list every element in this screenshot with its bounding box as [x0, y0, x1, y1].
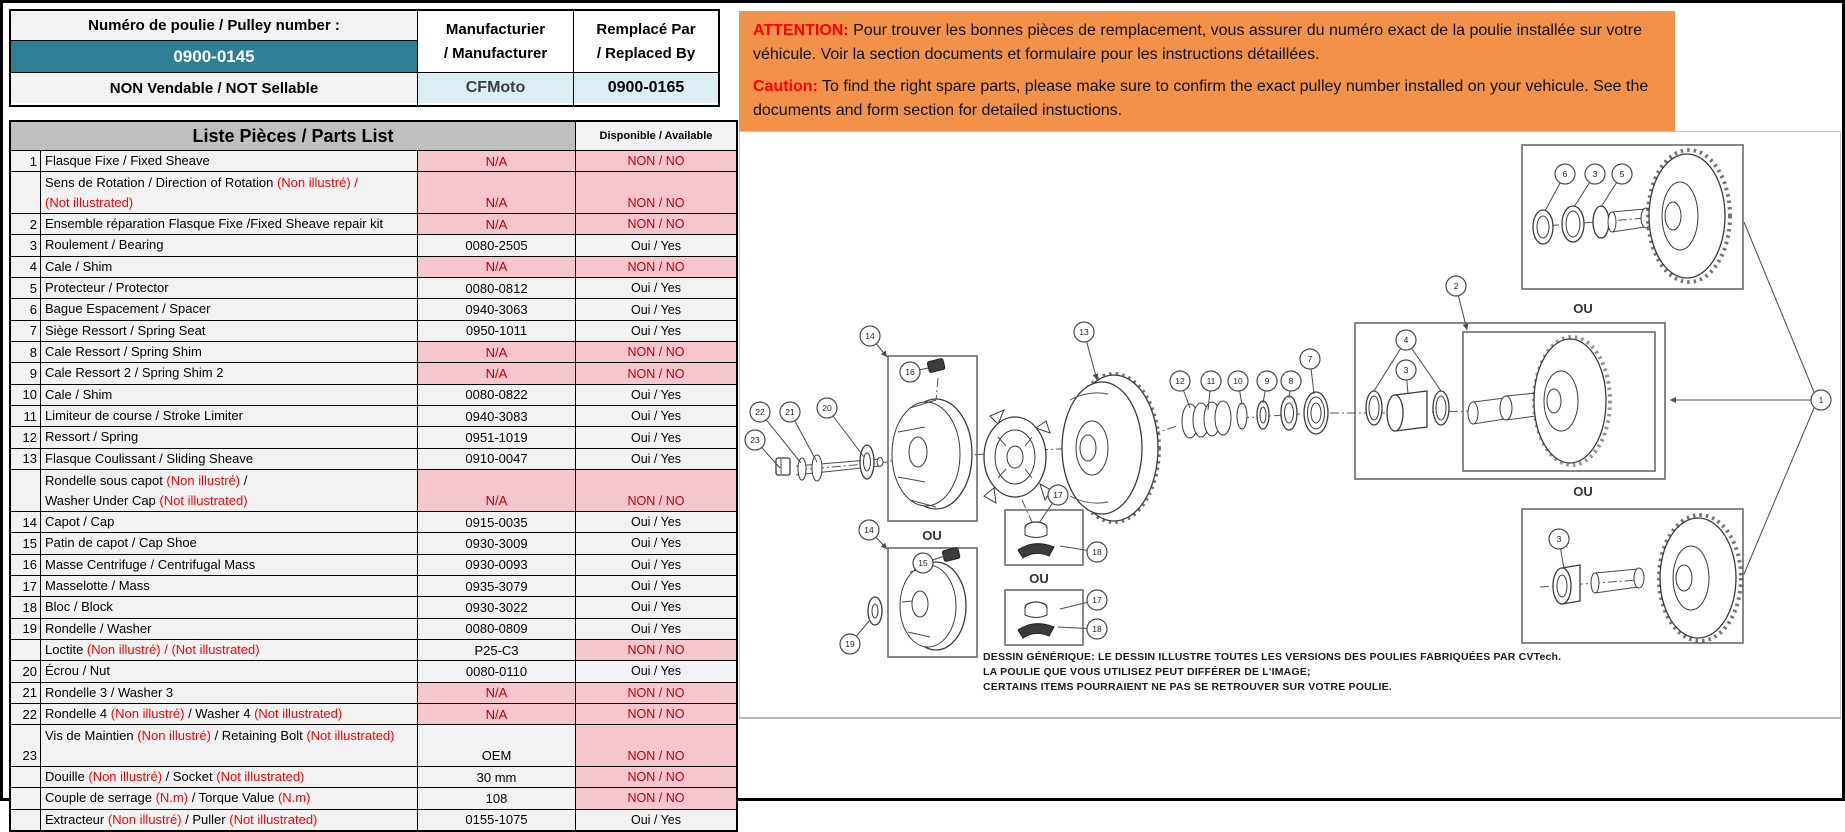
part-number-cell: N/A — [418, 257, 576, 277]
svg-text:20: 20 — [822, 403, 832, 413]
svg-text:11: 11 — [1206, 376, 1216, 386]
parts-table-row — [11, 342, 736, 363]
parts-table-row — [11, 470, 736, 512]
parts-table-row — [11, 299, 736, 320]
part-number-cell: 30 mm — [418, 767, 576, 787]
attention-label-fr: ATTENTION: — [753, 22, 849, 39]
part-name-cell: Ensemble réparation Flasque Fixe /Fixed Sheave repair kit — [41, 214, 418, 234]
generic-drawing-note — [983, 650, 1643, 695]
fixed-sheave-variant-bottom — [1522, 509, 1743, 643]
part-name-cell: Cale / Shim — [41, 257, 418, 277]
availability-cell: Oui / Yes — [576, 449, 736, 469]
manufacturer-value: CFMoto — [418, 73, 573, 103]
callout-2 — [1446, 276, 1467, 330]
availability-cell: Oui / Yes — [576, 385, 736, 405]
row-number-cell: 21 — [11, 683, 41, 703]
availability-cell: NON / NO — [576, 257, 736, 277]
callout-13 — [1074, 322, 1097, 380]
parts-table-row — [11, 214, 736, 235]
attention-paragraph-en — [753, 75, 1661, 123]
svg-text:2: 2 — [1453, 281, 1459, 291]
part-name-cell: Bague Espacement / Spacer — [41, 299, 418, 319]
svg-text:6: 6 — [1562, 169, 1568, 179]
part-number-cell: 0940-3083 — [418, 406, 576, 426]
availability-cell: Oui / Yes — [576, 321, 736, 341]
sellable-status: NON Vendable / NOT Sellable — [11, 73, 417, 103]
parts-table-row — [11, 257, 736, 278]
part-name-cell: Patin de capot / Cap Shoe — [41, 533, 418, 553]
row-number-cell: 12 — [11, 427, 41, 447]
part-number-cell: P25-C3 — [418, 640, 576, 660]
pulley-number-column — [11, 11, 418, 105]
part-name-cell: Douille (Non illustré) / Socket (Not illustrated) — [41, 767, 418, 787]
svg-text:13: 13 — [1079, 327, 1089, 337]
part-name-cell: Masselotte / Mass — [41, 576, 418, 596]
parts-table-row — [11, 704, 736, 725]
svg-text:7: 7 — [1307, 354, 1313, 364]
availability-cell: NON / NO — [576, 363, 736, 383]
part-number-cell: N/A — [418, 470, 576, 511]
availability-cell: NON / NO — [576, 704, 736, 724]
part-number-cell: 0155-1075 — [418, 810, 576, 830]
row-number-cell: 18 — [11, 597, 41, 617]
callout-6 — [1545, 164, 1575, 211]
part-number-cell: 0080-0812 — [418, 278, 576, 298]
availability-cell: Oui / Yes — [576, 512, 736, 532]
replaced-by-value: 0900-0165 — [574, 73, 718, 103]
svg-text:3: 3 — [1403, 365, 1409, 375]
availability-cell: Oui / Yes — [576, 597, 736, 617]
note-line: CERTAINS ITEMS POURRAIENT NE PAS SE RETROUVER SUR VOTRE POULIE. — [983, 681, 1392, 693]
row-number-cell: 20 — [11, 661, 41, 681]
attention-paragraph-fr — [753, 19, 1661, 67]
part-number-cell: N/A — [418, 704, 576, 724]
row-number-cell — [11, 810, 41, 830]
part-number-cell: N/A — [418, 214, 576, 234]
part-name-cell: Cale Ressort 2 / Spring Shim 2 — [41, 363, 418, 383]
part-name-cell: Couple de serrage (N.m) / Torque Value (N.m) — [41, 788, 418, 808]
svg-text:22: 22 — [755, 407, 765, 417]
sliding-sheave — [1062, 374, 1159, 522]
ou-label: OU — [1029, 571, 1049, 586]
row-number-cell: 17 — [11, 576, 41, 596]
availability-cell: Oui / Yes — [576, 810, 736, 830]
part-number-cell: N/A — [418, 151, 576, 171]
part-number-cell: 0080-0822 — [418, 385, 576, 405]
part-name-cell: Loctite (Non illustré) / (Not illustrated) — [41, 640, 418, 660]
part-number-cell: 0930-3022 — [418, 597, 576, 617]
callout-3 — [1549, 529, 1569, 569]
parts-table-row — [11, 683, 736, 704]
manufacturer-column — [418, 11, 574, 105]
cap-variant-box-1 — [888, 356, 977, 521]
availability-cell: NON / NO — [576, 172, 736, 213]
callout-3 — [1396, 360, 1416, 394]
row-number-cell: 13 — [11, 449, 41, 469]
ou-label: OU — [1573, 484, 1593, 499]
availability-cell: Oui / Yes — [576, 406, 736, 426]
availability-cell: Oui / Yes — [576, 427, 736, 447]
callout-14 — [859, 520, 887, 549]
part-number-cell: 0915-0035 — [418, 512, 576, 532]
svg-text:14: 14 — [864, 525, 874, 535]
availability-cell: Oui / Yes — [576, 278, 736, 298]
parts-table-row — [11, 725, 736, 767]
callout-21 — [780, 402, 817, 462]
availability-cell: Oui / Yes — [576, 619, 736, 639]
row-number-cell — [11, 172, 41, 213]
part-name-cell: Masse Centrifuge / Centrifugal Mass — [41, 555, 418, 575]
availability-cell: NON / NO — [576, 640, 736, 660]
part-number-cell: 0910-0047 — [418, 449, 576, 469]
row-number-cell — [11, 788, 41, 808]
parts-table-row — [11, 385, 736, 406]
parts-table-row — [11, 810, 736, 830]
availability-cell: NON / NO — [576, 342, 736, 362]
row-number-cell: 22 — [11, 704, 41, 724]
ou-label: OU — [1573, 301, 1593, 316]
row-number-cell: 19 — [11, 619, 41, 639]
part-name-cell: Écrou / Nut — [41, 661, 418, 681]
part-number-cell: 0930-3009 — [418, 533, 576, 553]
attention-label-en: Caution: — [753, 78, 818, 95]
part-name-cell: Extracteur (Non illustré) / Puller (Not illustrated) — [41, 810, 418, 830]
replaced-by-column — [574, 11, 718, 105]
parts-table-row — [11, 406, 736, 427]
callout-16 — [900, 362, 928, 382]
part-number-cell: 0080-2505 — [418, 235, 576, 255]
row-number-cell: 7 — [11, 321, 41, 341]
parts-table-row — [11, 512, 736, 533]
row-number-cell: 9 — [11, 363, 41, 383]
pulley-exploded-diagram — [740, 132, 1840, 716]
part-name-cell: Limiteur de course / Stroke Limiter — [41, 406, 418, 426]
svg-text:9: 9 — [1264, 376, 1270, 386]
availability-cell: NON / NO — [576, 151, 736, 171]
row-number-cell: 16 — [11, 555, 41, 575]
parts-list-body — [11, 151, 736, 830]
part-name-cell: Capot / Cap — [41, 512, 418, 532]
callout-12 — [1170, 371, 1190, 408]
availability-cell: Oui / Yes — [576, 661, 736, 681]
availability-cell: Oui / Yes — [576, 235, 736, 255]
parts-table-row — [11, 235, 736, 256]
svg-text:10: 10 — [1233, 376, 1243, 386]
availability-cell: Oui / Yes — [576, 299, 736, 319]
row-number-cell — [11, 640, 41, 660]
part-name-cell: Rondelle 3 / Washer 3 — [41, 683, 418, 703]
parts-list-title: Liste Pièces / Parts List — [11, 122, 576, 150]
parts-table-row — [11, 533, 736, 554]
svg-text:3: 3 — [1592, 169, 1598, 179]
callout-1 — [1811, 390, 1831, 410]
parts-table-row — [11, 321, 736, 342]
note-line: DESSIN GÉNÉRIQUE: LE DESSIN ILLUSTRE TOUTES LES VERSIONS DES POULIES FABRIQUÉES PAR CVTech. — [983, 651, 1562, 663]
part-name-cell: Ressort / Spring — [41, 427, 418, 447]
availability-cell: Oui / Yes — [576, 533, 736, 553]
parts-table-row — [11, 597, 736, 618]
svg-text:5: 5 — [1619, 169, 1625, 179]
mass-block-box-2 — [1005, 590, 1083, 645]
replaced-by-label: Remplacé Par / Replaced By — [574, 11, 718, 73]
svg-text:18: 18 — [1092, 624, 1102, 634]
part-number-cell: 0935-3079 — [418, 576, 576, 596]
pulley-number-value: 0900-0145 — [11, 41, 417, 73]
row-number-cell — [11, 767, 41, 787]
part-name-cell: Rondelle sous capot (Non illustré) / Washer Under Cap (Not illustrated) — [41, 470, 418, 511]
callout-5 — [1601, 164, 1632, 207]
svg-text:15: 15 — [918, 558, 928, 568]
parts-table-row — [11, 788, 736, 809]
part-number-cell: 0080-0809 — [418, 619, 576, 639]
row-number-cell: 3 — [11, 235, 41, 255]
row-number-cell: 8 — [11, 342, 41, 362]
parts-table-row — [11, 661, 736, 682]
row-number-cell: 4 — [11, 257, 41, 277]
svg-text:14: 14 — [865, 331, 875, 341]
attention-text-fr: Pour trouver les bonnes pièces de remplacement, vous assurer du numéro exact de la poulie installée sur votre véhicule. Voir la section documents et formulaire pour les instructions détaillées. — [753, 22, 1642, 63]
note-line: LA POULIE QUE VOUS UTILISEZ PEUT DIFFÉRER DE L'IMAGE; — [983, 666, 1311, 678]
row-number-cell: 5 — [11, 278, 41, 298]
row-number-cell: 15 — [11, 533, 41, 553]
callout-20 — [817, 398, 864, 457]
part-name-cell: Protecteur / Protector — [41, 278, 418, 298]
parts-list-header — [11, 122, 736, 151]
availability-cell: Oui / Yes — [576, 555, 736, 575]
row-number-cell: 14 — [11, 512, 41, 532]
part-name-cell: Flasque Fixe / Fixed Sheave — [41, 151, 418, 171]
fixed-sheave-variant-top — [1522, 145, 1743, 289]
callout-3 — [1574, 164, 1605, 207]
part-name-cell: Vis de Maintien (Non illustré) / Retaining Bolt (Not illustrated) — [41, 725, 418, 766]
availability-cell: NON / NO — [576, 788, 736, 808]
svg-text:8: 8 — [1288, 376, 1294, 386]
part-number-cell: 0930-0093 — [418, 555, 576, 575]
ou-label: OU — [922, 528, 942, 543]
part-name-cell: Cale / Shim — [41, 385, 418, 405]
parts-table-row — [11, 767, 736, 788]
availability-cell: NON / NO — [576, 725, 736, 766]
callout-8 — [1281, 371, 1301, 398]
part-number-cell: OEM — [418, 725, 576, 766]
part-name-cell: Rondelle 4 (Non illustré) / Washer 4 (Not illustrated) — [41, 704, 418, 724]
availability-cell: Oui / Yes — [576, 576, 736, 596]
part-name-cell: Roulement / Bearing — [41, 235, 418, 255]
centrifugal-mass-spider — [984, 410, 1051, 503]
row-number-cell: 10 — [11, 385, 41, 405]
svg-text:17: 17 — [1053, 490, 1063, 500]
parts-table-row — [11, 555, 736, 576]
callout-10 — [1228, 371, 1248, 405]
row-number-cell: 11 — [11, 406, 41, 426]
parts-table-row — [11, 640, 736, 661]
diagram-panel — [739, 131, 1841, 719]
parts-list-table — [9, 120, 738, 832]
parts-table-row — [11, 619, 736, 640]
parts-table-row — [11, 427, 736, 448]
svg-text:1: 1 — [1818, 395, 1824, 405]
spring-and-shims — [1182, 396, 1297, 438]
row-number-cell: 2 — [11, 214, 41, 234]
bolt-assembly — [776, 445, 883, 481]
part-name-cell: Bloc / Block — [41, 597, 418, 617]
part-number-cell: N/A — [418, 683, 576, 703]
callout-7 — [1300, 349, 1320, 394]
available-column-header: Disponible / Available — [576, 122, 736, 150]
part-number-cell: N/A — [418, 172, 576, 213]
svg-text:21: 21 — [785, 407, 795, 417]
pulley-number-label: Numéro de poulie / Pulley number : — [11, 11, 417, 41]
part-number-cell: 0951-1019 — [418, 427, 576, 447]
part-name-cell: Rondelle / Washer — [41, 619, 418, 639]
part-name-cell: Flasque Coulissant / Sliding Sheave — [41, 449, 418, 469]
pulley-header-table — [9, 9, 720, 107]
svg-text:17: 17 — [1092, 595, 1102, 605]
availability-cell: NON / NO — [576, 767, 736, 787]
parts-table-row — [11, 278, 736, 299]
mass-block-box-1 — [1005, 510, 1083, 565]
row-number-cell: 6 — [11, 299, 41, 319]
row-number-cell: 23 — [11, 725, 41, 766]
washer-19 — [868, 597, 882, 625]
svg-text:4: 4 — [1403, 335, 1409, 345]
manufacturer-label: Manufacturier / Manufacturer — [418, 11, 573, 73]
row-number-cell: 1 — [11, 151, 41, 171]
parts-table-row — [11, 151, 736, 172]
row-number-cell — [11, 470, 41, 511]
spring-seat — [1304, 392, 1328, 434]
callout-14 — [860, 326, 887, 357]
attention-box — [739, 11, 1675, 131]
availability-cell: NON / NO — [576, 470, 736, 511]
parts-table-row — [11, 449, 736, 470]
callout-23 — [745, 430, 780, 468]
availability-cell: NON / NO — [576, 214, 736, 234]
svg-text:16: 16 — [905, 367, 915, 377]
part-number-cell: 0080-0110 — [418, 661, 576, 681]
svg-text:23: 23 — [750, 435, 760, 445]
svg-text:12: 12 — [1175, 376, 1185, 386]
part-name-cell: Siège Ressort / Spring Seat — [41, 321, 418, 341]
part-name-cell: Sens de Rotation / Direction of Rotation (Non illustré) / (Not illustrated) — [41, 172, 418, 213]
callout-9 — [1257, 371, 1277, 403]
part-number-cell: 0950-1011 — [418, 321, 576, 341]
svg-text:3: 3 — [1556, 534, 1562, 544]
part-number-cell: N/A — [418, 342, 576, 362]
attention-text-en: To find the right spare parts, please make sure to confirm the exact pulley number installed on your vehicule. See the documents and form section for detailed instuctions. — [753, 78, 1649, 119]
parts-table-row — [11, 172, 736, 214]
availability-cell: NON / NO — [576, 683, 736, 703]
callout-19 — [840, 621, 869, 654]
svg-text:18: 18 — [1092, 547, 1102, 557]
part-number-cell: 108 — [418, 788, 576, 808]
svg-text:19: 19 — [845, 639, 855, 649]
part-number-cell: 0940-3063 — [418, 299, 576, 319]
parts-table-row — [11, 576, 736, 597]
parts-table-row — [11, 363, 736, 384]
part-name-cell: Cale Ressort / Spring Shim — [41, 342, 418, 362]
part-number-cell: N/A — [418, 363, 576, 383]
